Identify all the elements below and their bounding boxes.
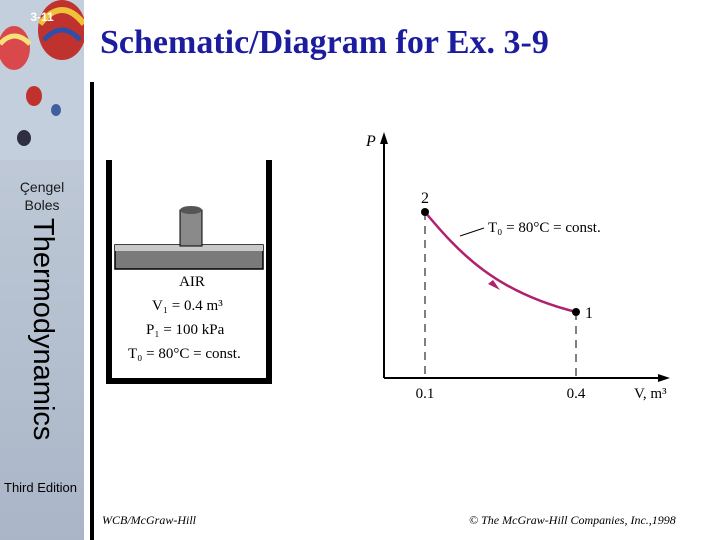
p-axis-label: P bbox=[366, 133, 376, 150]
slide-title: Schematic/Diagram for Ex. 3-9 bbox=[100, 24, 549, 61]
sidebar bbox=[0, 0, 84, 540]
author-boles: Boles bbox=[24, 197, 60, 213]
balloons-image bbox=[0, 0, 84, 160]
process-label-leader bbox=[460, 228, 484, 236]
title-rule bbox=[90, 82, 94, 540]
footer-publisher: WCB/McGraw-Hill bbox=[102, 513, 196, 527]
state-2-label: 2 bbox=[421, 190, 429, 207]
state-1-label: 1 bbox=[585, 305, 593, 322]
v-axis-label: V, m³ bbox=[634, 386, 667, 402]
tick-label-0.1: 0.1 bbox=[415, 386, 435, 402]
slide-number: 3-11 bbox=[30, 10, 54, 24]
state-2-point bbox=[421, 208, 429, 216]
edition-label: Third Edition bbox=[4, 480, 77, 495]
author-cengel: Çengel bbox=[19, 179, 65, 195]
piston-cylinder-diagram bbox=[100, 150, 280, 390]
pv-diagram bbox=[360, 128, 690, 408]
footer-copyright: © The McGraw-Hill Companies, Inc.,1998 bbox=[469, 513, 676, 527]
book-title bbox=[22, 218, 64, 464]
p1-label: P₁ = 100 kPa bbox=[146, 322, 225, 338]
authors bbox=[0, 178, 84, 214]
process-label: T₀ = 80°C = const. bbox=[488, 220, 601, 236]
air-label: AIR bbox=[179, 274, 205, 290]
t0-label: T₀ = 80°C = const. bbox=[128, 346, 241, 362]
state-1-point bbox=[572, 308, 580, 316]
tick-label-0.4: 0.4 bbox=[566, 386, 586, 402]
v1-label: V₁ = 0.4 m³ bbox=[152, 298, 223, 314]
book-title-text: Thermodynamics bbox=[27, 218, 59, 441]
